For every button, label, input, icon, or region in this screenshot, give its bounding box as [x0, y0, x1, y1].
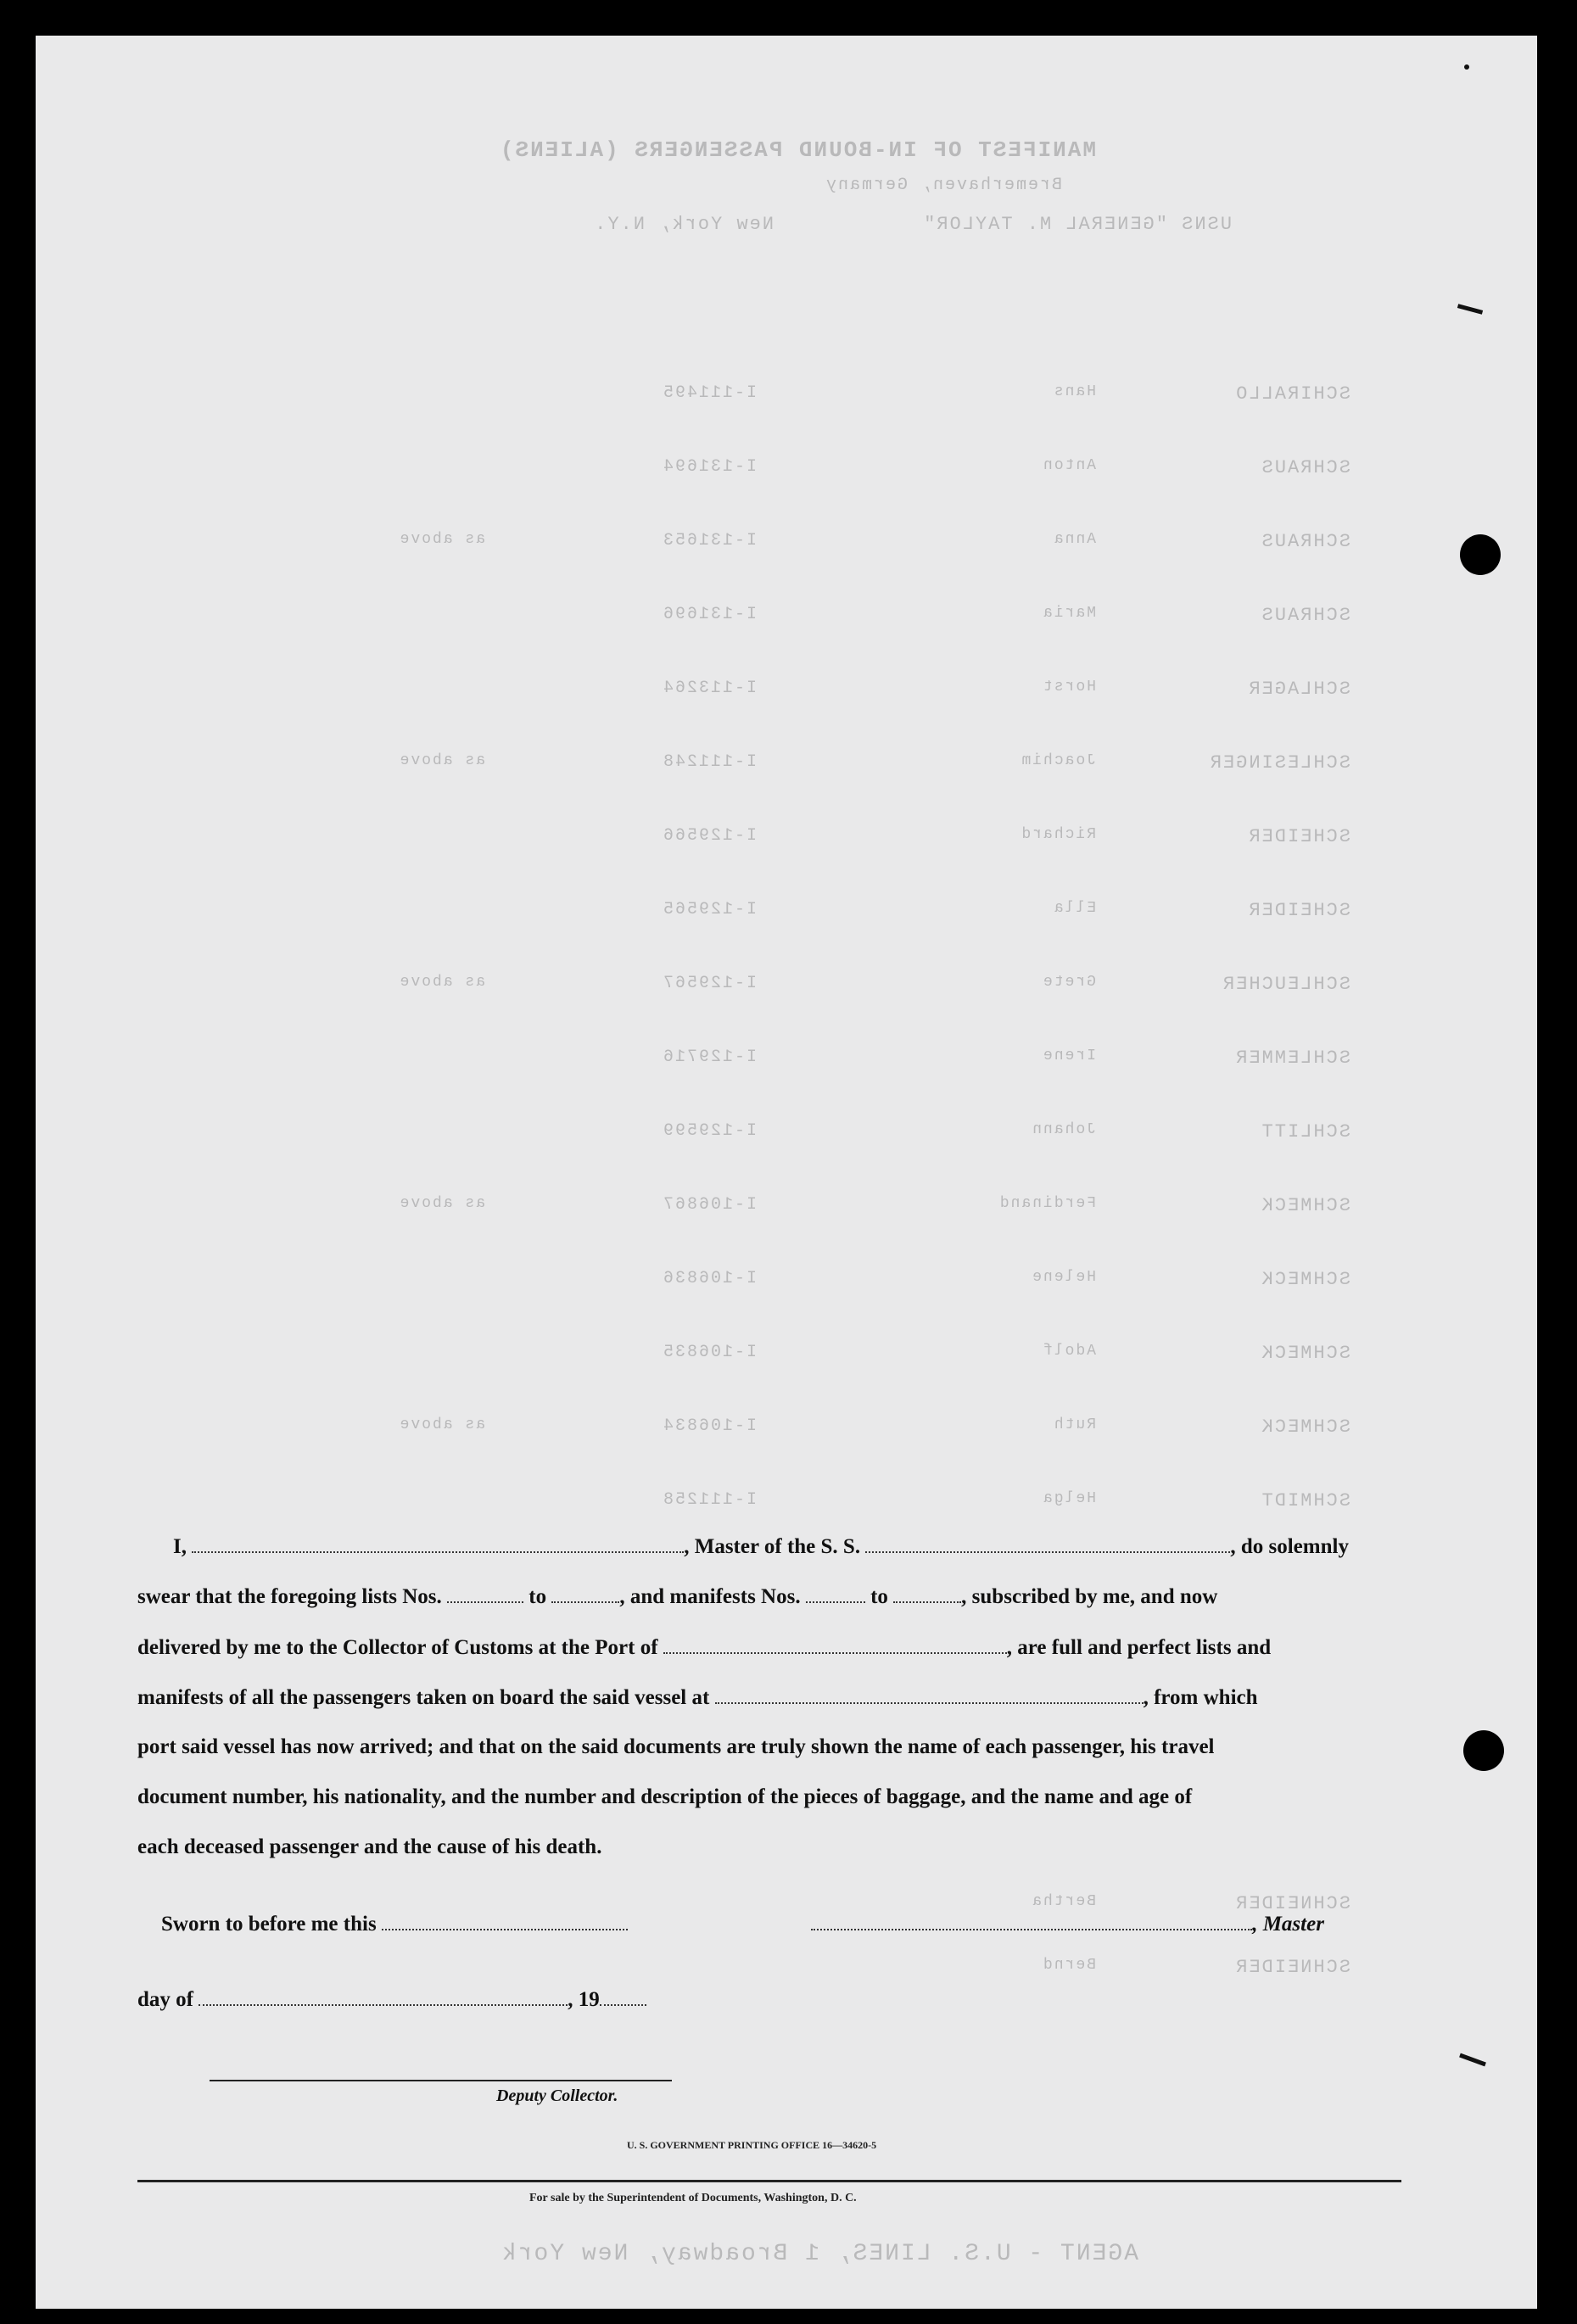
delivered: delivered by me to the Collector of Customs at the Port of — [137, 1636, 658, 1659]
to-2: to — [870, 1585, 888, 1608]
vessel-port-blank[interactable] — [715, 1687, 1144, 1704]
manifests-all: manifests of all the passengers taken on board the said vessel at — [137, 1686, 710, 1709]
sworn-label: Sworn to before me this — [161, 1913, 377, 1936]
bleed-given: Anna — [1052, 531, 1096, 548]
bleed-surname: SCHLAGER — [1247, 679, 1351, 700]
list-to-blank[interactable] — [551, 1586, 619, 1603]
bleed-surname: SCHLITT — [1260, 1121, 1351, 1142]
year-prefix: , 19 — [568, 1988, 600, 2011]
bleed-doc: I-131653 — [661, 531, 757, 550]
bleed-given: Helene — [1031, 1269, 1096, 1286]
sale-line: For sale by the Superintendent of Documents, Washington, D. C. — [529, 2192, 857, 2204]
day-line — [137, 1988, 1537, 2012]
bleed-port: New York, N.Y. — [593, 214, 774, 235]
bleed-doc: I-129567 — [661, 974, 757, 993]
manifests-nos: , and manifests Nos. — [619, 1585, 801, 1608]
bleed-surname: SCHMECK — [1260, 1343, 1351, 1364]
oath-line-6 — [137, 1785, 1537, 1809]
bleed-doc: I-111248 — [661, 752, 757, 772]
bleed-surname: SCHEIDER — [1247, 826, 1351, 847]
bleed-surname: SCHLEUCHER — [1221, 974, 1351, 995]
bleed-given: Maria — [1041, 605, 1096, 622]
deputy-collector: Deputy Collector. — [496, 2087, 618, 2105]
bleed-given: Richard — [1020, 826, 1096, 843]
footer-rule — [137, 2180, 1401, 2182]
bleed-given: Grete — [1041, 974, 1096, 991]
oath-line-4 — [137, 1686, 1537, 1710]
port-blank[interactable] — [663, 1637, 1007, 1654]
bleed-surname: SCHLEMMER — [1234, 1047, 1351, 1069]
vessel-blank[interactable] — [865, 1536, 1230, 1553]
bleed-given: Johann — [1031, 1121, 1096, 1138]
bleed-given: Adolf — [1041, 1343, 1096, 1360]
bleed-from: Bremerhaven, Germany — [824, 176, 1062, 195]
bleed-title: MANIFEST OF IN-BOUND PASSENGERS (ALIENS) — [498, 137, 1096, 163]
bleed-surname: SCHNEIDER — [1234, 1893, 1351, 1914]
bleed-given: Helga — [1041, 1490, 1096, 1507]
oath-text-7: each deceased passenger and the cause of his death. — [137, 1835, 602, 1858]
bleed-stamp: AGENT - U.S. LINES, 1 Broadway, New York — [500, 2241, 1138, 2267]
bleed-surname: SCHRAUS — [1260, 457, 1351, 478]
corner-dot — [1464, 64, 1469, 70]
bleed-through — [36, 36, 1537, 2309]
bleed-given: Horst — [1041, 679, 1096, 696]
day-of-label: day of — [137, 1988, 193, 2011]
oath-line-7 — [137, 1835, 1537, 1859]
punch-hole-top — [1460, 534, 1501, 575]
list-from-blank[interactable] — [447, 1586, 523, 1603]
bleed-as-above: as above — [398, 1416, 485, 1433]
bleed-ship: USNS "GENERAL M. TAYLOR" — [922, 214, 1232, 235]
manifest-from-blank[interactable] — [806, 1586, 865, 1603]
bleed-doc: I-111495 — [661, 383, 757, 403]
bleed-doc: I-111258 — [661, 1490, 757, 1510]
bleed-given: Ella — [1052, 900, 1096, 917]
master-label: , Master — [1252, 1913, 1324, 1936]
bleed-given: Irene — [1041, 1047, 1096, 1064]
oath-line-5 — [137, 1735, 1537, 1759]
bleed-doc: I-129565 — [661, 900, 757, 919]
bleed-given: Joachim — [1020, 752, 1096, 769]
bleed-surname: SCHNEIDER — [1234, 1957, 1351, 1978]
oath-line-1 — [173, 1535, 1537, 1559]
bleed-doc: I-129566 — [661, 826, 757, 846]
bleed-doc: I-106836 — [661, 1269, 757, 1288]
bleed-surname: SCHRAUS — [1260, 605, 1351, 626]
oath-line-2 — [137, 1585, 1537, 1609]
do-solemnly: , do solemnly — [1230, 1535, 1349, 1558]
full-perfect: , are full and perfect lists and — [1006, 1636, 1272, 1659]
bleed-doc: I-106835 — [661, 1343, 757, 1362]
bleed-surname: SCHMIDT — [1260, 1490, 1351, 1511]
bleed-doc: I-113264 — [661, 679, 757, 698]
master-of-ss: , Master of the S. S. — [684, 1535, 861, 1558]
manifest-to-blank[interactable] — [893, 1586, 961, 1603]
punch-hole-bottom — [1463, 1730, 1504, 1771]
bleed-surname: SCHMECK — [1260, 1195, 1351, 1216]
year-blank[interactable] — [600, 1989, 646, 2006]
bleed-given: Hans — [1052, 383, 1096, 400]
bleed-surname: SCHRAUS — [1260, 531, 1351, 552]
bleed-as-above: as above — [398, 974, 485, 991]
sworn-date-blank[interactable] — [382, 1913, 628, 1930]
oath-line-3 — [137, 1636, 1537, 1660]
bleed-given: Bernd — [1041, 1957, 1096, 1974]
bleed-given: Ferdinand — [998, 1195, 1096, 1212]
bleed-surname: SCHMECK — [1260, 1416, 1351, 1438]
bleed-doc: I-106867 — [661, 1195, 757, 1215]
bleed-doc: I-131694 — [661, 457, 757, 477]
deputy-signature-line[interactable] — [210, 2080, 672, 2081]
bleed-doc: I-106834 — [661, 1416, 757, 1436]
bleed-doc: I-131696 — [661, 605, 757, 624]
from-which: , from which — [1143, 1686, 1258, 1709]
subscribed: , subscribed by me, and now — [961, 1585, 1218, 1608]
bleed-given: Anton — [1041, 457, 1096, 474]
bleed-doc: I-129599 — [661, 1121, 757, 1141]
oath-text-5: port said vessel has now arrived; and that on the said documents are truly shown the name of each passenger, his travel — [137, 1735, 1215, 1758]
bleed-surname: SCHMECK — [1260, 1269, 1351, 1290]
name-blank[interactable] — [192, 1536, 684, 1553]
to-1: to — [528, 1585, 547, 1608]
bleed-as-above: as above — [398, 1195, 485, 1212]
bleed-as-above: as above — [398, 531, 485, 548]
sworn-line — [161, 1913, 1537, 1936]
bleed-surname: SCHLESINGER — [1208, 752, 1351, 774]
month-blank[interactable] — [199, 1989, 568, 2006]
oath-i: I, — [173, 1535, 187, 1558]
gpo-line: U. S. GOVERNMENT PRINTING OFFICE 16—34620-5 — [627, 2139, 877, 2151]
lists-nos: swear that the foregoing lists Nos. — [137, 1585, 442, 1608]
bleed-doc: I-129716 — [661, 1047, 757, 1067]
master-signature-blank[interactable] — [811, 1913, 1252, 1930]
bleed-given: Ruth — [1052, 1416, 1096, 1433]
oath-text-6: document number, his nationality, and the number and description of the pieces of baggage, and the name and age of — [137, 1785, 1193, 1808]
bleed-as-above: as above — [398, 752, 485, 769]
bleed-surname: SCHIRALLO — [1234, 383, 1351, 405]
document-page — [36, 36, 1537, 2309]
bleed-surname: SCHEIDER — [1247, 900, 1351, 921]
bleed-given: Bertha — [1031, 1893, 1096, 1910]
